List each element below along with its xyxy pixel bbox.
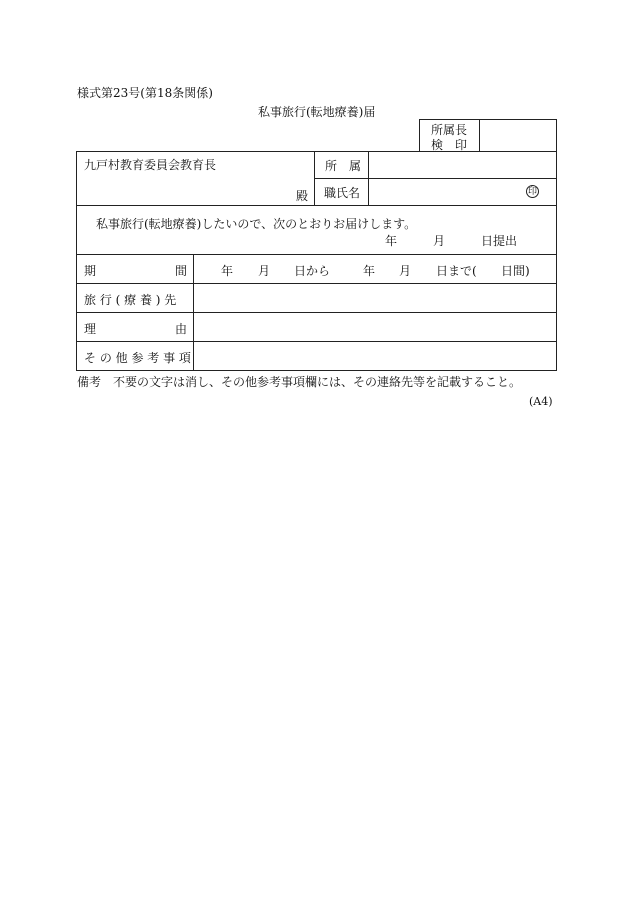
period-days: 日間) <box>501 264 530 278</box>
affiliation-label: 所 属 <box>325 159 362 173</box>
period-to-day: 日まで( <box>436 264 477 278</box>
form-title: 私事旅行(転地療養)届 <box>258 105 376 119</box>
period-to-year: 年 <box>363 264 376 278</box>
seal-mark-icon: 印 <box>527 187 537 197</box>
submit-year-label: 年 <box>385 234 398 248</box>
period-from-year: 年 <box>221 264 234 278</box>
name-title-label: 職氏名 <box>324 186 361 200</box>
statement-text: 私事旅行(転地療養)したいので、次のとおりお届けします。 <box>96 217 417 231</box>
other-notes-label: そ の 他 参 考 事 項 <box>84 351 191 365</box>
honorific-dono: 殿 <box>296 189 309 203</box>
reason-field[interactable] <box>195 314 555 340</box>
period-field[interactable] <box>195 256 555 282</box>
approval-label-line2: 検 印 <box>431 138 468 152</box>
form-number: 様式第23号(第18条関係) <box>77 86 213 100</box>
destination-label: 旅 行 ( 療 養 ) 先 <box>84 293 177 307</box>
reason-label-left: 理 <box>84 322 97 336</box>
submit-day-label: 日提出 <box>481 234 518 248</box>
period-label-right: 間 <box>175 264 188 278</box>
submit-month-label: 月 <box>433 234 446 248</box>
affiliation-field[interactable] <box>370 153 555 177</box>
period-label-left: 期 <box>84 264 97 278</box>
period-to-month: 月 <box>399 264 412 278</box>
period-from-month: 月 <box>258 264 271 278</box>
approval-seal-field[interactable] <box>481 121 555 150</box>
recipient-name: 九戸村教育委員会教育長 <box>84 158 217 172</box>
approval-label-line1: 所属長 <box>431 123 468 137</box>
remarks-note: 備考 不要の文字は消し、その他参考事項欄には、その連絡先等を記載すること。 <box>77 375 522 389</box>
name-title-field[interactable] <box>370 180 520 204</box>
destination-field[interactable] <box>195 285 555 311</box>
paper-size-label: (A4) <box>529 395 553 408</box>
reason-label-right: 由 <box>175 322 188 336</box>
other-notes-field[interactable] <box>195 343 555 369</box>
period-from-day: 日から <box>294 264 331 278</box>
